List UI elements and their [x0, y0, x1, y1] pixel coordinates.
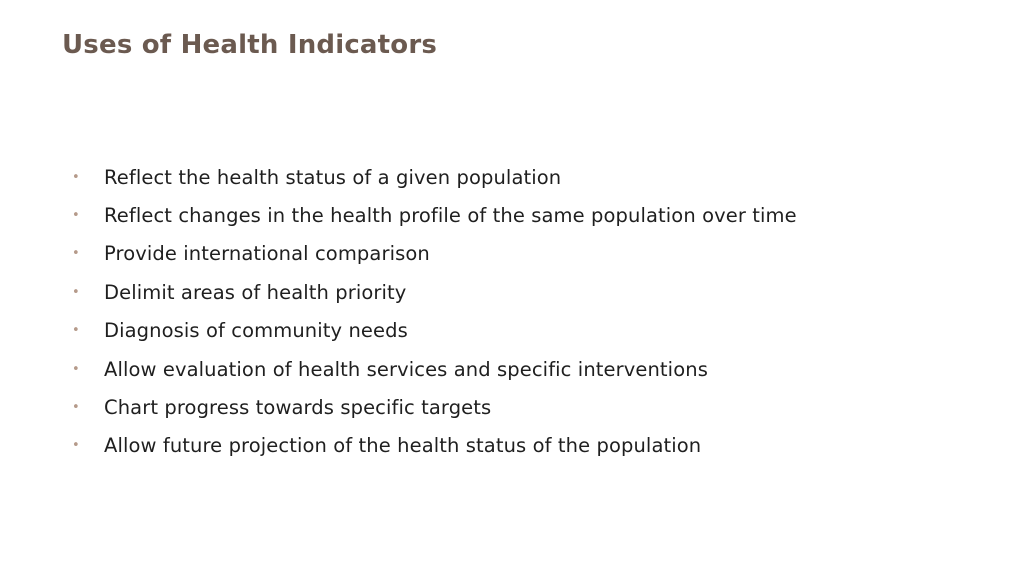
bullet-marker: •: [72, 169, 80, 185]
bullet-text: Reflect the health status of a given population: [104, 165, 562, 189]
bullet-text: Chart progress towards specific targets: [104, 396, 492, 420]
list-item: [72, 273, 797, 311]
list-item: [72, 312, 797, 350]
bullet-marker: •: [72, 361, 80, 377]
list-item: [72, 388, 797, 426]
list-item: [72, 235, 797, 273]
bullet-marker: •: [72, 284, 80, 300]
bullet-text: Reflect changes in the health profile of the same population over time: [104, 204, 797, 228]
bullet-list: [72, 158, 797, 465]
bullet-text: Allow future projection of the health status of the population: [104, 434, 702, 458]
bullet-marker: •: [72, 400, 80, 416]
slide-title: Uses of Health Indicators: [62, 30, 438, 60]
list-item: [72, 158, 797, 196]
bullet-text: Allow evaluation of health services and specific interventions: [104, 357, 708, 381]
bullet-text: Provide international comparison: [104, 242, 430, 266]
list-item: [72, 196, 797, 234]
list-item: [72, 427, 797, 465]
bullet-marker: •: [72, 438, 80, 454]
bullet-marker: •: [72, 208, 80, 224]
list-item: [72, 350, 797, 388]
bullet-text: Diagnosis of community needs: [104, 319, 408, 343]
bullet-marker: •: [72, 323, 80, 339]
bullet-text: Delimit areas of health priority: [104, 280, 407, 304]
bullet-marker: •: [72, 246, 80, 262]
